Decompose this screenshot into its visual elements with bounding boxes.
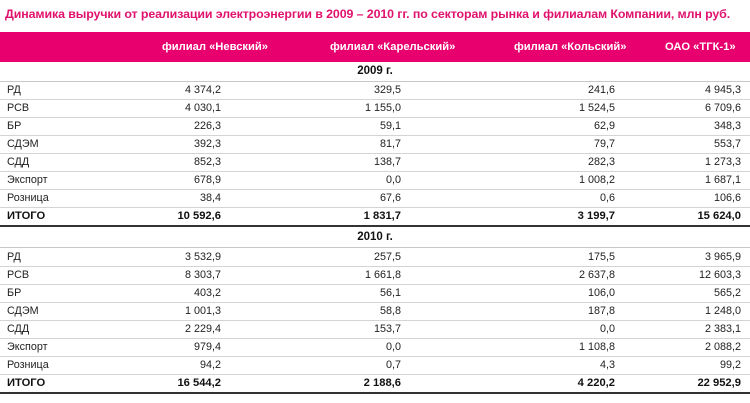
- value-tgk1: 6 709,6: [704, 102, 741, 114]
- value-tgk1: 106,6: [713, 192, 741, 204]
- value-nevsky: 979,4: [193, 341, 221, 353]
- row-label: РД: [7, 251, 21, 263]
- value-kolsky: 1 008,2: [578, 174, 615, 186]
- value-karelsky: 0,7: [385, 359, 401, 371]
- table-row: [0, 154, 750, 172]
- row-label: БР: [7, 287, 22, 299]
- page-title: Динамика выручки от реализации электроэнергии в 2009 – 2010 гг. по секторам рынка и филиалам Компании, млн руб.: [5, 7, 731, 21]
- value-tgk1: 1 248,0: [704, 305, 741, 317]
- row-label: СДД: [7, 323, 30, 335]
- value-tgk1: 2 383,1: [704, 323, 741, 335]
- value-karelsky: 56,1: [379, 287, 401, 299]
- table-row: [0, 321, 750, 339]
- table-row: [0, 357, 750, 375]
- column-header-nevsky: филиал «Невский»: [162, 41, 269, 53]
- value-kolsky: 175,5: [587, 251, 615, 263]
- value-tgk1: 3 965,9: [704, 251, 741, 263]
- value-tgk1: 1 273,3: [704, 156, 741, 168]
- column-header-karelsky: филиал «Карельский»: [330, 41, 456, 53]
- total-nevsky: 16 544,2: [177, 377, 221, 389]
- value-kolsky: 2 637,8: [578, 269, 615, 281]
- total-karelsky: 1 831,7: [363, 210, 401, 222]
- row-label: РСВ: [7, 102, 30, 114]
- value-karelsky: 59,1: [379, 120, 401, 132]
- value-kolsky: 4,3: [599, 359, 615, 371]
- row-label: СДЭМ: [7, 305, 39, 317]
- value-tgk1: 2 088,2: [704, 341, 741, 353]
- value-karelsky: 0,0: [385, 341, 401, 353]
- value-nevsky: 392,3: [193, 138, 221, 150]
- table-row: [0, 136, 750, 154]
- value-nevsky: 4 374,2: [184, 84, 221, 96]
- section-header-2009: [0, 62, 750, 82]
- value-nevsky: 2 229,4: [184, 323, 221, 335]
- value-nevsky: 38,4: [199, 192, 221, 204]
- table-row: [0, 172, 750, 190]
- value-karelsky: 1 661,8: [364, 269, 401, 281]
- value-nevsky: 1 001,3: [184, 305, 221, 317]
- total-tgk1: 22 952,9: [697, 377, 741, 389]
- row-label: РД: [7, 84, 21, 96]
- value-kolsky: 79,7: [593, 138, 615, 150]
- value-karelsky: 81,7: [379, 138, 401, 150]
- total-kolsky: 3 199,7: [577, 210, 615, 222]
- total-tgk1: 15 624,0: [697, 210, 741, 222]
- value-kolsky: 106,0: [587, 287, 615, 299]
- total-row-2010: [0, 375, 750, 394]
- value-karelsky: 257,5: [373, 251, 401, 263]
- value-karelsky: 0,0: [385, 174, 401, 186]
- value-tgk1: 1 687,1: [704, 174, 741, 186]
- total-row-2009: [0, 208, 750, 227]
- section-label: 2010 г.: [357, 231, 393, 243]
- value-karelsky: 1 155,0: [364, 102, 401, 114]
- row-label: Розница: [7, 192, 49, 204]
- row-label: Экспорт: [7, 174, 48, 186]
- table-row: [0, 267, 750, 285]
- value-karelsky: 58,8: [379, 305, 401, 317]
- table-row: [0, 100, 750, 118]
- value-tgk1: 565,2: [713, 287, 741, 299]
- row-label: Розница: [7, 359, 49, 371]
- value-nevsky: 94,2: [199, 359, 221, 371]
- table-header: [0, 32, 750, 62]
- total-label: ИТОГО: [7, 377, 46, 389]
- row-label: СДД: [7, 156, 30, 168]
- table-row: [0, 285, 750, 303]
- column-header-kolsky: филиал «Кольский»: [514, 41, 627, 53]
- table-row: [0, 118, 750, 136]
- column-header-tgk1: ОАО «ТГК-1»: [665, 41, 736, 53]
- table-row: [0, 190, 750, 208]
- value-tgk1: 4 945,3: [704, 84, 741, 96]
- value-nevsky: 3 532,9: [184, 251, 221, 263]
- value-kolsky: 282,3: [587, 156, 615, 168]
- total-karelsky: 2 188,6: [363, 377, 401, 389]
- value-kolsky: 0,0: [599, 323, 615, 335]
- row-label: СДЭМ: [7, 138, 39, 150]
- row-label: Экспорт: [7, 341, 48, 353]
- value-kolsky: 62,9: [593, 120, 615, 132]
- value-kolsky: 187,8: [587, 305, 615, 317]
- value-tgk1: 348,3: [713, 120, 741, 132]
- table-row: [0, 303, 750, 321]
- total-label: ИТОГО: [7, 210, 46, 222]
- value-karelsky: 67,6: [379, 192, 401, 204]
- value-nevsky: 678,9: [193, 174, 221, 186]
- value-kolsky: 1 524,5: [578, 102, 615, 114]
- value-karelsky: 138,7: [373, 156, 401, 168]
- value-tgk1: 553,7: [713, 138, 741, 150]
- value-nevsky: 8 303,7: [184, 269, 221, 281]
- row-label: БР: [7, 120, 22, 132]
- value-karelsky: 153,7: [373, 323, 401, 335]
- table-row: [0, 249, 750, 267]
- value-kolsky: 241,6: [587, 84, 615, 96]
- value-nevsky: 852,3: [193, 156, 221, 168]
- table-row: [0, 339, 750, 357]
- table-row: [0, 82, 750, 100]
- section-label: 2009 г.: [357, 65, 393, 77]
- value-kolsky: 0,6: [599, 192, 615, 204]
- value-tgk1: 99,2: [719, 359, 741, 371]
- value-nevsky: 226,3: [193, 120, 221, 132]
- total-kolsky: 4 220,2: [577, 377, 615, 389]
- value-nevsky: 4 030,1: [184, 102, 221, 114]
- value-kolsky: 1 108,8: [578, 341, 615, 353]
- value-karelsky: 329,5: [373, 84, 401, 96]
- value-nevsky: 403,2: [193, 287, 221, 299]
- total-nevsky: 10 592,6: [177, 210, 221, 222]
- section-header-2010: [0, 228, 750, 248]
- value-tgk1: 12 603,3: [698, 269, 741, 281]
- row-label: РСВ: [7, 269, 30, 281]
